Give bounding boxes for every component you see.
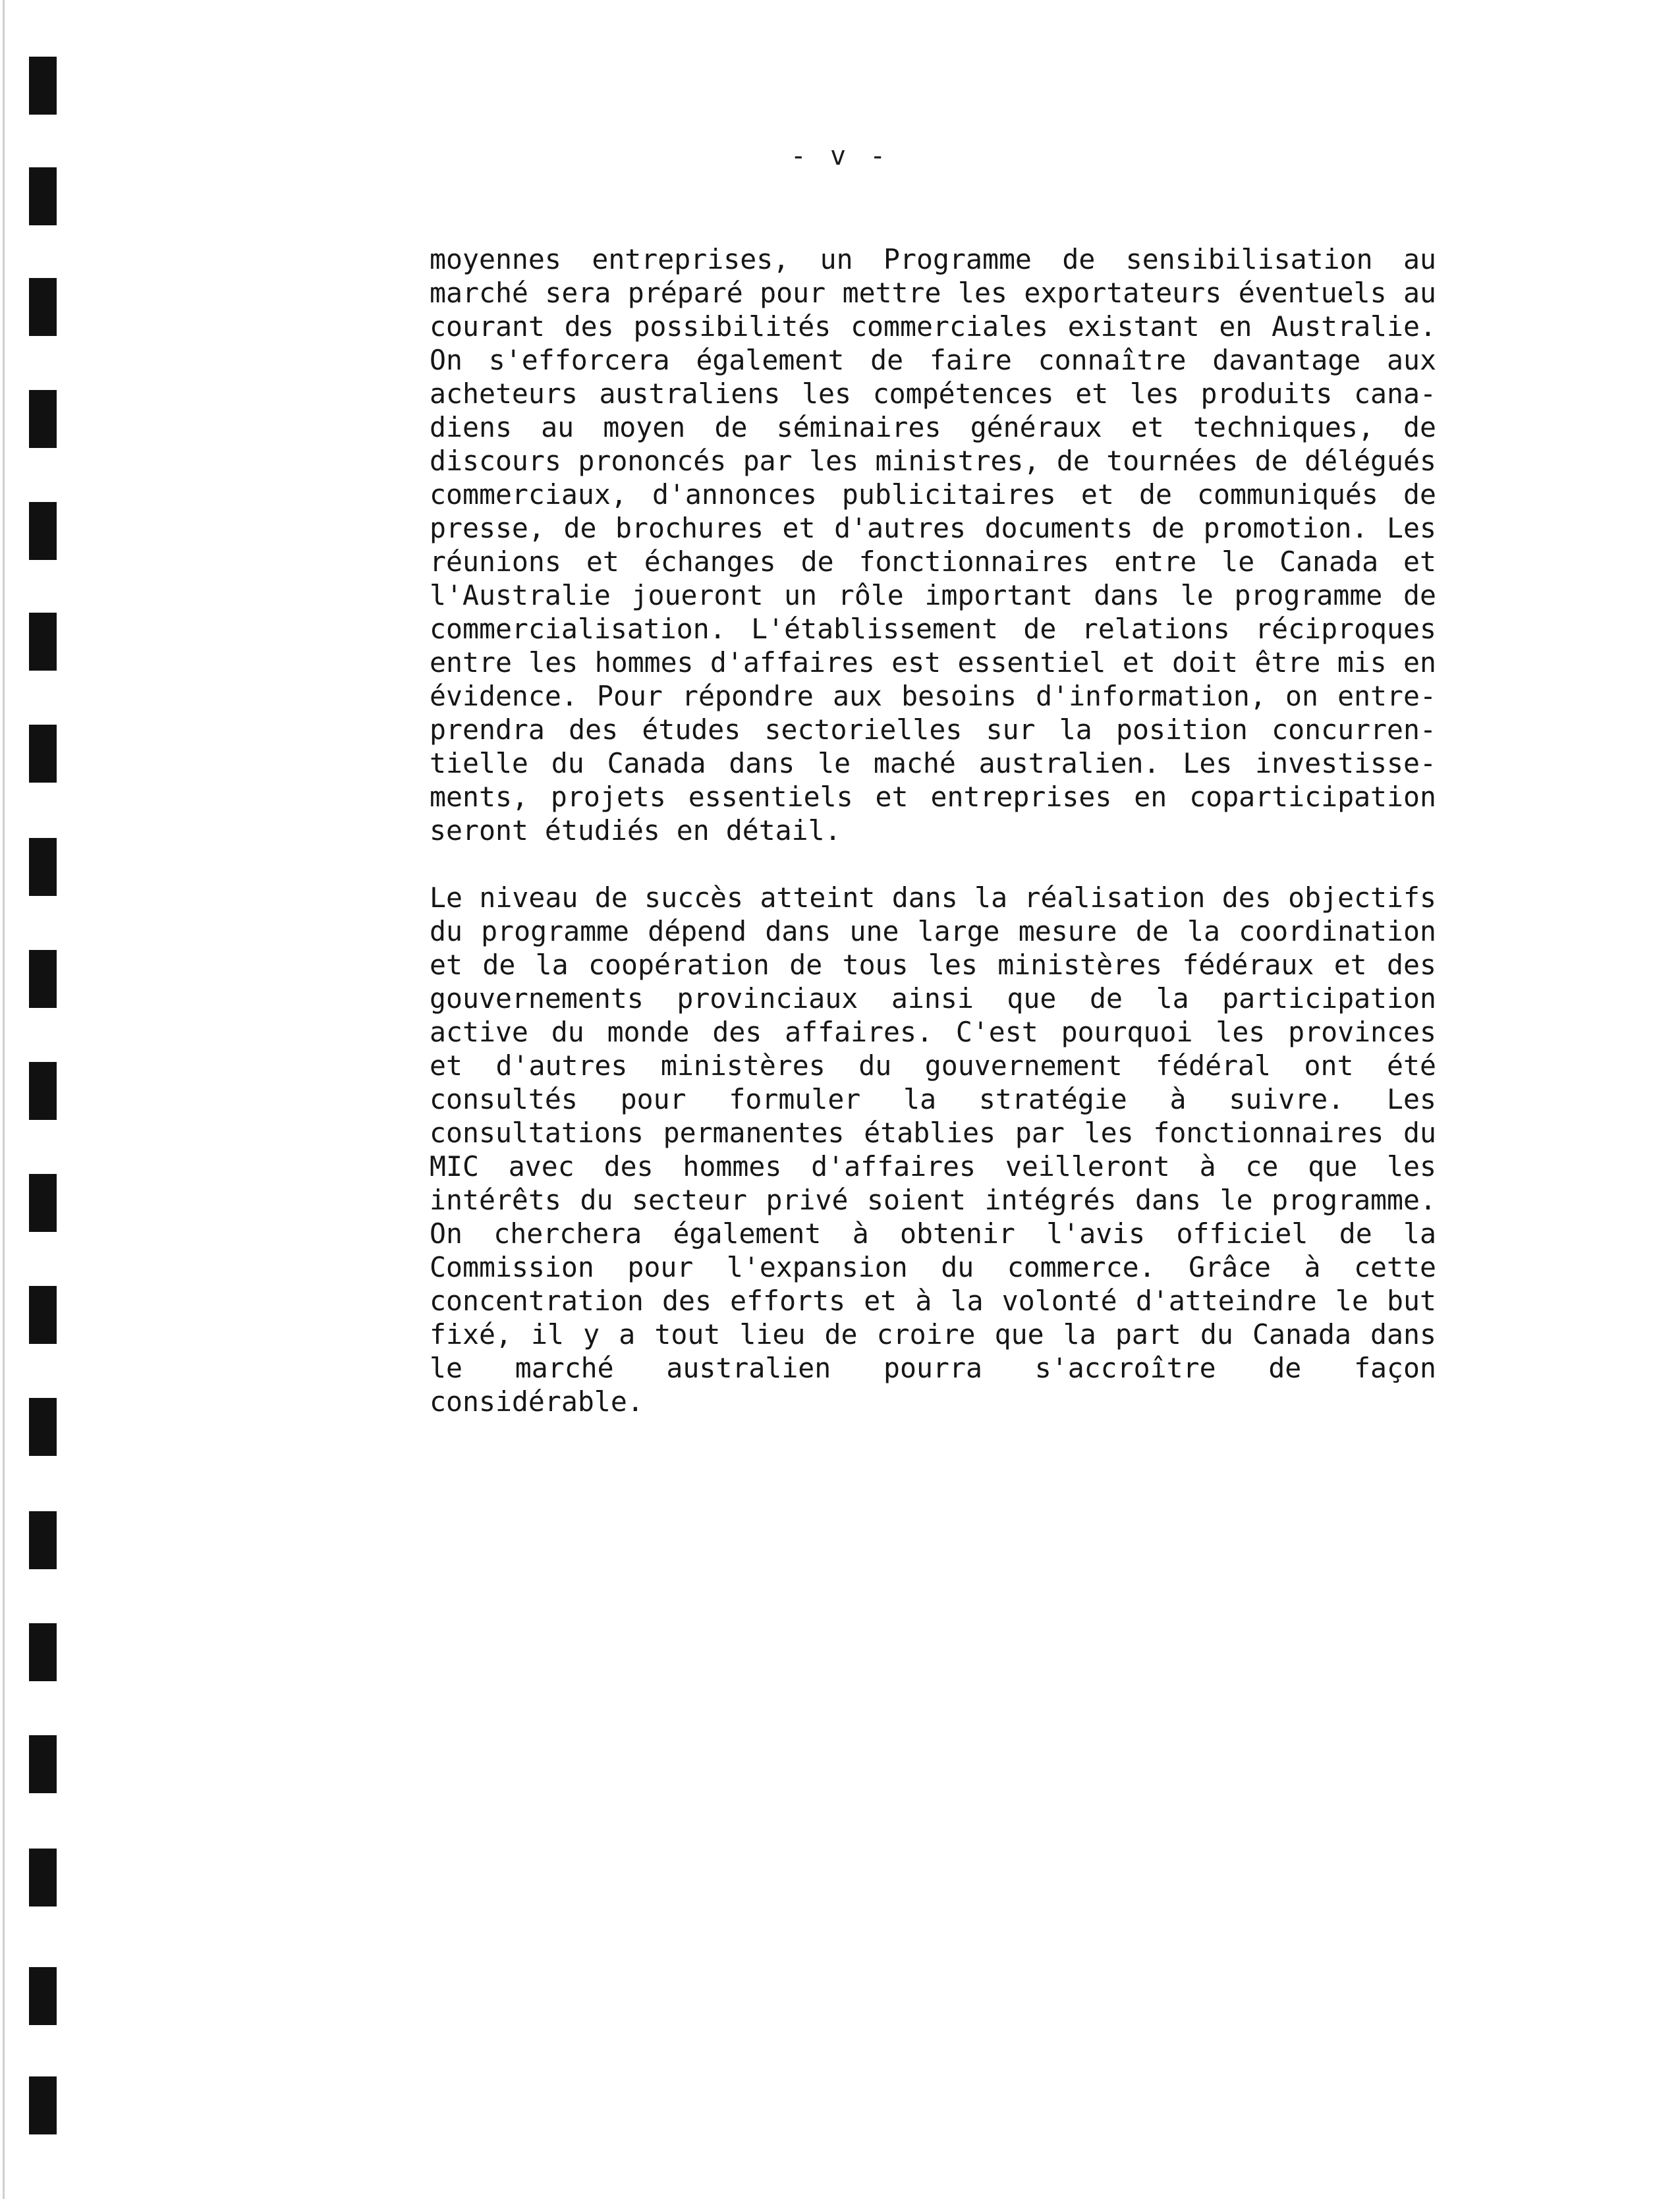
text-line: tielle du Canada dans le maché australien. Les investisse- xyxy=(430,747,1436,779)
text-line: consultations permanentes établies par les fonctionnaires du xyxy=(430,1117,1436,1149)
text-line: active du monde des affaires. C'est pourquoi les provinces xyxy=(430,1016,1436,1048)
text-line: On cherchera également à obtenir l'avis officiel de la xyxy=(430,1217,1436,1250)
binding-mark xyxy=(29,838,57,896)
binding-mark xyxy=(29,1735,57,1793)
text-line: discours prononcés par les ministres, de tournées de délégués xyxy=(430,445,1436,477)
text-line: Le niveau de succès atteint dans la réalisation des objectifs xyxy=(430,881,1436,914)
binding-mark xyxy=(29,1286,57,1344)
text-line: MIC avec des hommes d'affaires veilleront à ce que les xyxy=(430,1150,1436,1183)
binding-mark xyxy=(29,725,57,783)
text-line: gouvernements provinciaux ainsi que de la participation xyxy=(430,982,1436,1015)
binding-mark xyxy=(29,390,57,448)
text-line: acheteurs australiens les compétences et les produits cana- xyxy=(430,377,1436,410)
text-line: ments, projets essentiels et entreprises en coparticipation xyxy=(430,781,1436,813)
binding-mark xyxy=(29,613,57,671)
text-line: commercialisation. L'établissement de relations réciproques xyxy=(430,613,1436,645)
binding-mark xyxy=(29,1967,57,2025)
binding-mark xyxy=(29,1062,57,1120)
text-line: le marché australien pourra s'accroître de façon xyxy=(430,1352,1436,1384)
binding-mark xyxy=(29,1174,57,1232)
text-line: marché sera préparé pour mettre les exportateurs éventuels au xyxy=(430,277,1436,309)
text-line: moyennes entreprises, un Programme de sensibilisation au xyxy=(430,243,1436,275)
text-line: l'Australie joueront un rôle important dans le programme de xyxy=(430,579,1436,611)
text-line: concentration des efforts et à la volonté d'atteindre le but xyxy=(430,1285,1436,1317)
text-line: commerciaux, d'annonces publicitaires et de communiqués de xyxy=(430,478,1436,511)
text-line: fixé, il y a tout lieu de croire que la part du Canada dans xyxy=(430,1318,1436,1350)
text-line: réunions et échanges de fonctionnaires entre le Canada et xyxy=(430,545,1436,578)
page-number: - v - xyxy=(790,141,890,171)
text-line: considérable. xyxy=(430,1385,644,1418)
binding-mark xyxy=(29,502,57,560)
text-line: et de la coopération de tous les ministères fédéraux et des xyxy=(430,949,1436,981)
binding-mark xyxy=(29,1511,57,1569)
text-line: du programme dépend dans une large mesure de la coordination xyxy=(430,915,1436,947)
binding-mark xyxy=(29,278,57,336)
text-line: entre les hommes d'affaires est essentiel et doit être mis en xyxy=(430,646,1436,679)
paragraph-2 xyxy=(430,881,1436,1418)
text-line: consultés pour formuler la stratégie à suivre. Les xyxy=(430,1083,1436,1115)
page-edge xyxy=(3,0,5,2199)
text-line: intérêts du secteur privé soient intégrés dans le programme. xyxy=(430,1184,1436,1216)
text-line: presse, de brochures et d'autres documents de promotion. Les xyxy=(430,512,1436,544)
text-line: On s'efforcera également de faire connaître davantage aux xyxy=(430,344,1436,376)
text-line: seront étudiés en détail. xyxy=(430,814,841,847)
binding-mark xyxy=(29,1398,57,1456)
binding-mark xyxy=(29,1849,57,1907)
binding-mark xyxy=(29,950,57,1008)
text-line: prendra des études sectorielles sur la position concurren- xyxy=(430,713,1436,746)
text-line: courant des possibilités commerciales existant en Australie. xyxy=(430,310,1436,343)
text-line: évidence. Pour répondre aux besoins d'information, on entre- xyxy=(430,680,1436,712)
text-line: diens au moyen de séminaires généraux et techniques, de xyxy=(430,411,1436,443)
binding-mark xyxy=(29,2076,57,2134)
binding-mark xyxy=(29,57,57,115)
binding-mark xyxy=(29,167,57,225)
text-line: Commission pour l'expansion du commerce. Grâce à cette xyxy=(430,1251,1436,1283)
paragraph-1 xyxy=(430,242,1436,847)
text-line: et d'autres ministères du gouvernement fédéral ont été xyxy=(430,1049,1436,1082)
binding-mark xyxy=(29,1623,57,1681)
